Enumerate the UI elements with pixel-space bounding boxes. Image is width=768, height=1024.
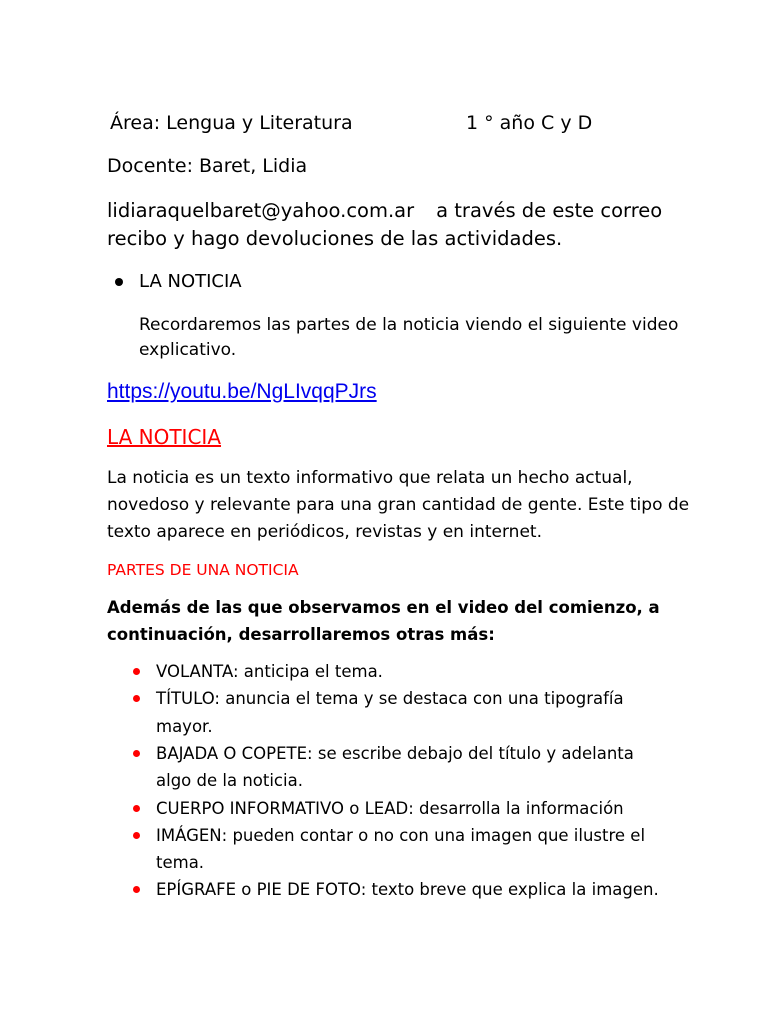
list-item: EPÍGRAFE o PIE DE FOTO: texto breve que explica la imagen. (156, 880, 659, 900)
list-item: tema. (156, 853, 205, 873)
list-item: TÍTULO: anuncia el tema y se destaca con una tipografía (156, 689, 624, 709)
recall-text-line2: explicativo. (139, 340, 237, 360)
list-item: IMÁGEN: pueden contar o no con una imagen que ilustre el (156, 825, 646, 845)
red-bullet-icon (133, 832, 140, 839)
email-note-part2: recibo y hago devoluciones de las actividades. (107, 227, 563, 250)
intro-bold-line: continuación, desarrollaremos otras más: (107, 625, 495, 644)
topic-title: LA NOTICIA (139, 271, 242, 292)
paragraph-line: texto aparece en periódicos, revistas y en internet. (107, 522, 542, 542)
bullet-dot-icon (115, 278, 123, 286)
list-item: VOLANTA: anticipa el tema. (156, 662, 383, 681)
red-bullet-icon (133, 886, 140, 893)
area-label: Área: Lengua y Literatura (110, 112, 353, 134)
red-bullet-icon (133, 750, 140, 757)
list-item: CUERPO INFORMATIVO o LEAD: desarrolla la información (156, 798, 624, 818)
red-bullet-icon (133, 805, 140, 812)
video-link[interactable]: https://youtu.be/NgLIvqqPJrs (107, 380, 377, 403)
red-bullet-icon (133, 668, 140, 675)
list-item: algo de la noticia. (156, 771, 303, 791)
email-line (107, 197, 662, 225)
red-bullet-icon (133, 695, 140, 702)
paragraph-line: novedoso y relevante para una gran cantidad de gente. Este tipo de (107, 495, 690, 515)
email-address: lidiaraquelbaret@yahoo.com.ar (107, 199, 415, 222)
section-heading: LA NOTICIA (107, 425, 222, 449)
teacher-name: Docente: Baret, Lidia (107, 155, 308, 177)
paragraph-line: La noticia es un texto informativo que relata un hecho actual, (107, 468, 633, 488)
list-item: BAJADA O COPETE: se escribe debajo del título y adelanta (156, 743, 634, 763)
parts-subheading: PARTES DE UNA NOTICIA (107, 561, 299, 579)
email-note-part1: a través de este correo (436, 199, 663, 222)
course-label: 1 ° año C y D (466, 112, 593, 134)
list-item: mayor. (156, 716, 213, 736)
intro-bold-line: Además de las que observamos en el video del comienzo, a (107, 598, 660, 617)
recall-text-line1: Recordaremos las partes de la noticia viendo el siguiente video (139, 315, 679, 335)
